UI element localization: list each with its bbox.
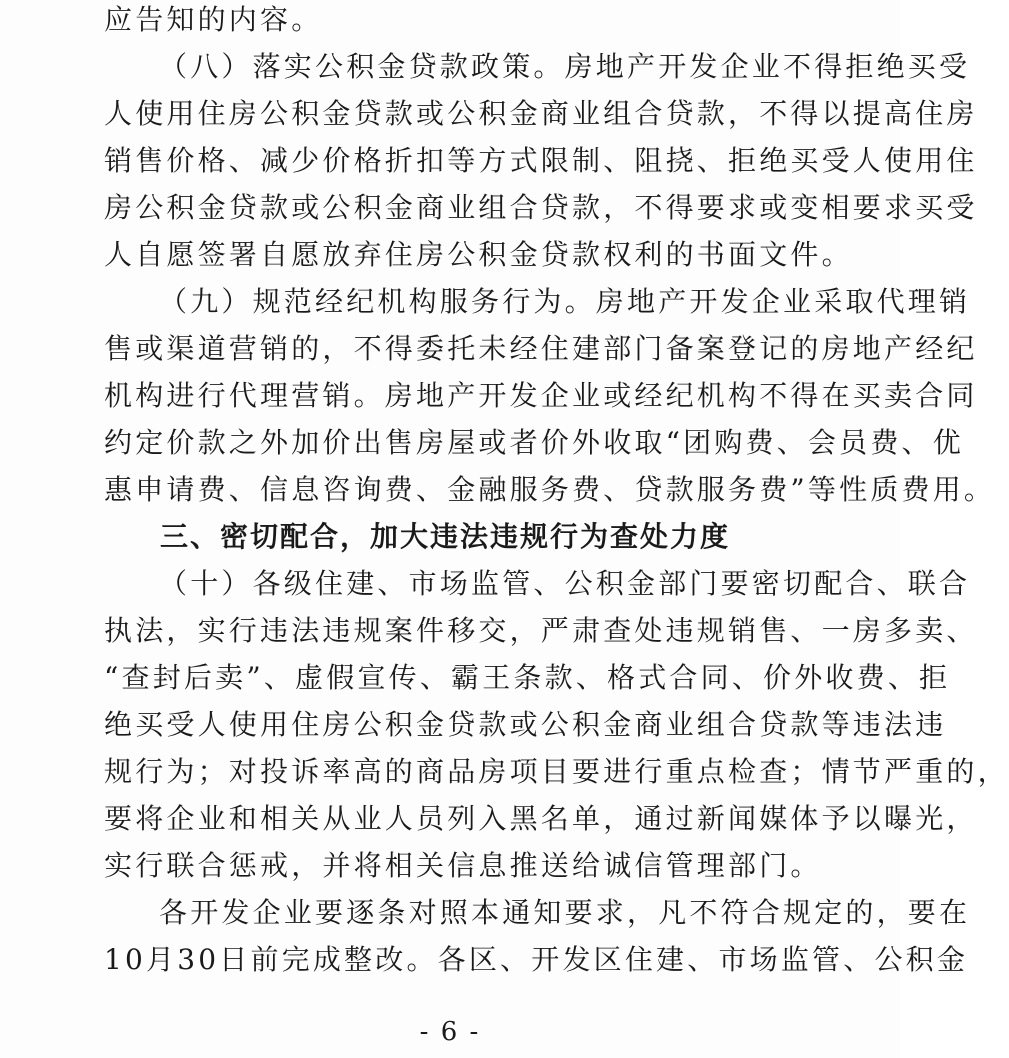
text-line: “查封后卖”、虚假宣传、霸王条款、格式合同、价外收费、拒	[104, 661, 951, 694]
page-number: - 6 -	[419, 1017, 481, 1047]
text-line: 执法，实行违法违规案件移交，严肃查处违规销售、一房多卖、	[104, 614, 978, 647]
text-line: 销售价格、减少价格折扣等方式限制、阻挠、拒绝买受人使用住	[104, 144, 978, 177]
closing-paragraph-start: 各开发企业要逐条对照本通知要求，凡不符合规定的，要在	[159, 896, 971, 929]
paragraph-8-start: （八）落实公积金贷款政策。房地产开发企业不得拒绝买受	[159, 50, 971, 83]
paragraph-10-start: （十）各级住建、市场监管、公积金部门要密切配合、联合	[159, 567, 971, 600]
text-line: 房公积金贷款或公积金商业组合贷款，不得要求或变相要求买受	[104, 191, 978, 224]
text-line: 机构进行代理营销。房地产开发企业或经纪机构不得在买卖合同	[104, 379, 978, 412]
text-line: 绝买受人使用住房公积金贷款或公积金商业组合贷款等违法违	[104, 708, 947, 741]
section-heading: 三、密切配合，加大违法违规行为查处力度	[160, 520, 731, 553]
text-line: 实行联合惩戒，并将相关信息推送给诚信管理部门。	[104, 849, 822, 882]
paragraph-9-start: （九）规范经纪机构服务行为。房地产开发企业采取代理销	[159, 285, 971, 318]
text-line: 规行为；对投诉率高的商品房项目要进行重点检查；情节严重的，	[104, 755, 1009, 788]
text-line: 约定价款之外加价出售房屋或者价外收取“团购费、会员费、优	[104, 426, 964, 459]
text-line: 10月30日前完成整改。各区、开发区住建、市场监管、公积金	[104, 943, 969, 976]
text-line: 人自愿签署自愿放弃住房公积金贷款权利的书面文件。	[104, 238, 853, 271]
text-line: 应告知的内容。	[104, 3, 323, 36]
text-line: 人使用住房公积金贷款或公积金商业组合贷款，不得以提高住房	[104, 97, 978, 130]
text-line: 售或渠道营销的，不得委托未经住建部门备案登记的房地产经纪	[104, 332, 978, 365]
text-line: 惠申请费、信息咨询费、金融服务费、贷款服务费”等性质费用。	[104, 473, 996, 506]
text-line: 要将企业和相关从业人员列入黑名单，通过新闻媒体予以曝光，	[104, 802, 978, 835]
